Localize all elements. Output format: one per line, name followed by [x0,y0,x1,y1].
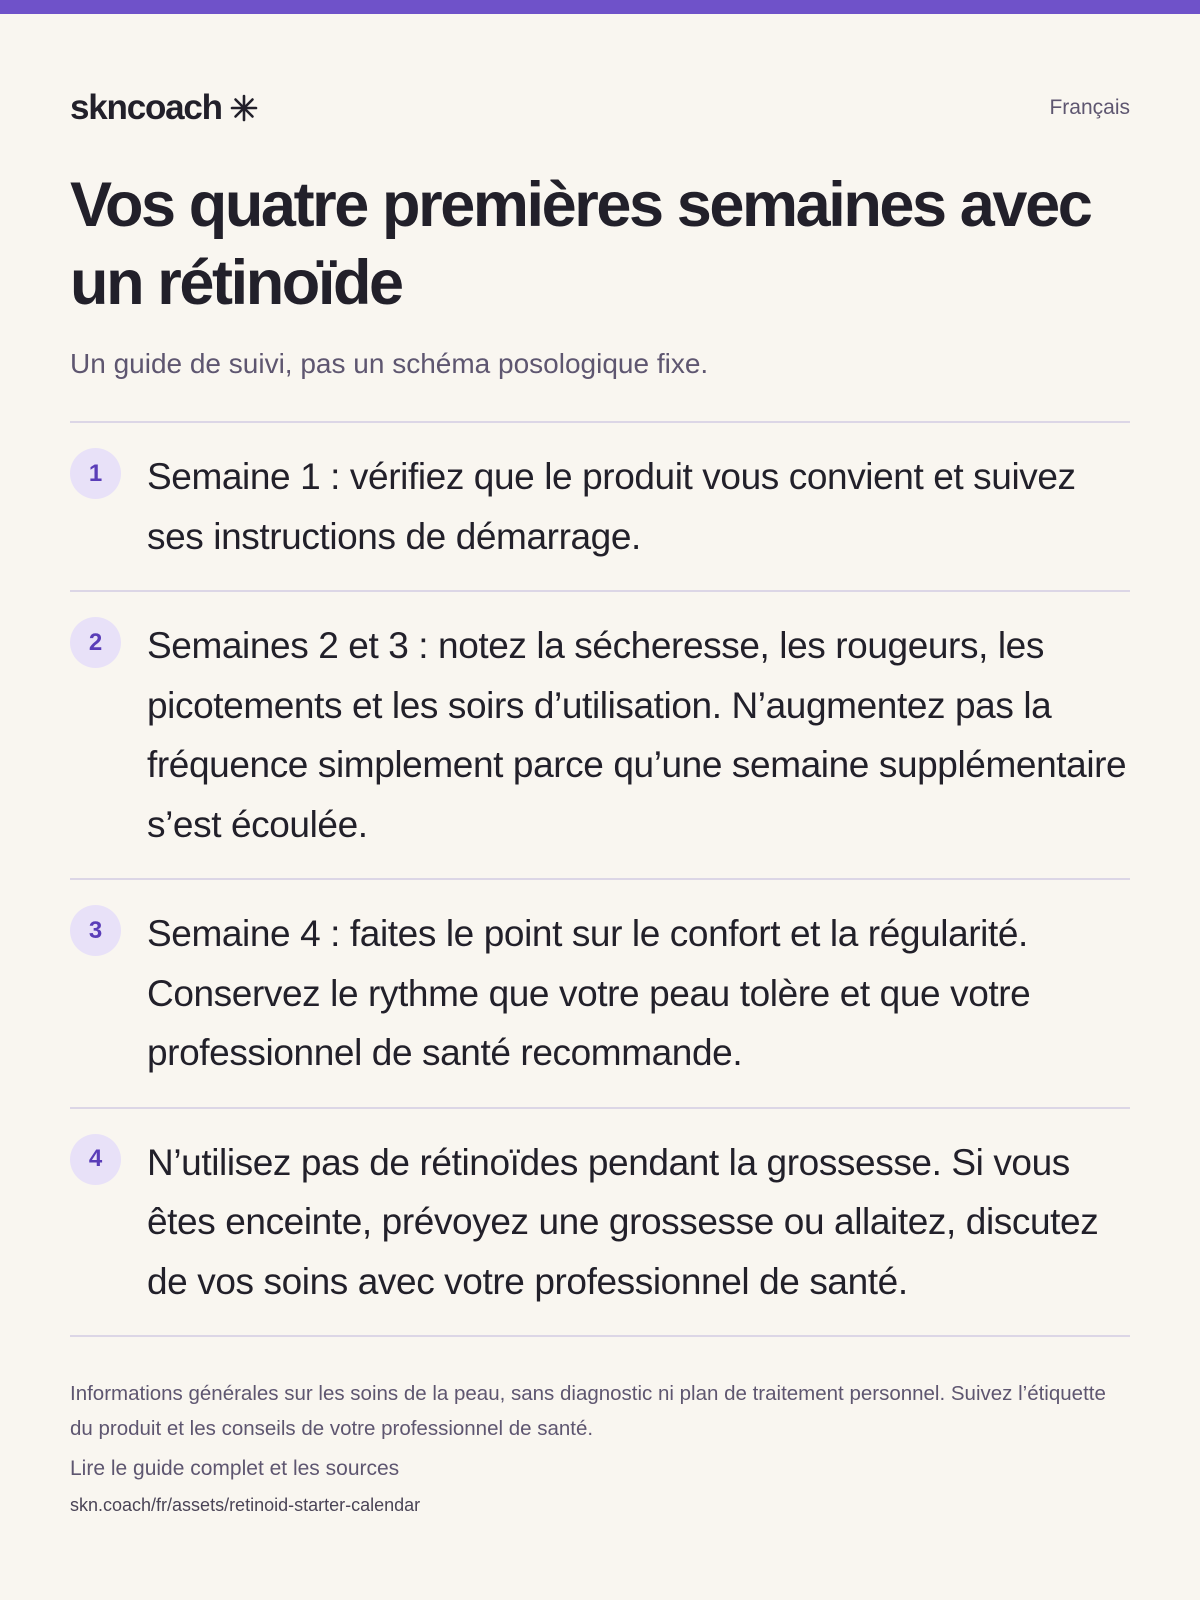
step-item [70,1109,1130,1338]
step-number-badge: 2 [70,617,121,668]
disclaimer-text: Informations générales sur les soins de la peau, sans diagnostic ni plan de traitement personnel. Suivez l’étiquette du produit et les conseils de votre professionnel de santé. [70,1382,1106,1440]
step-number-badge: 4 [70,1134,121,1185]
steps-list [70,421,1130,1337]
language-selector[interactable]: Français [1049,96,1130,119]
accent-top-bar [0,0,1200,14]
step-text: Semaines 2 et 3 : notez la sécheresse, les rougeurs, les picotements et les soirs d’utilisation. N’augmentez pas la fréquence simplement parce qu’une semaine supplémentaire s’est écoulée. [147,625,1127,845]
step-item [70,880,1130,1109]
step-text: N’utilisez pas de rétinoïdes pendant la grossesse. Si vous êtes enceinte, prévoyez une grossesse ou allaitez, discutez de vos soins avec votre professionnel de santé. [147,1141,1099,1302]
step-item [70,423,1130,592]
footer [70,1376,1130,1516]
step-text: Semaine 1 : vérifiez que le produit vous convient et suivez ses instructions de démarrage. [147,456,1076,557]
full-guide-link[interactable]: Lire le guide complet et les sources [70,1457,400,1480]
brand-logo[interactable] [70,88,258,128]
step-text: Semaine 4 : faites le point sur le confort et la régularité. Conservez le rythme que votre peau tolère et que votre professionnel de santé recommande. [147,913,1031,1073]
brand-name: skncoach [70,88,222,127]
page-title: Vos quatre premières semaines avec un rétinoïde [70,170,1091,318]
asterisk-icon [230,94,258,122]
page-subtitle: Un guide de suivi, pas un schéma posologique fixe. [70,348,709,379]
step-item [70,592,1130,880]
step-number-badge: 1 [70,448,121,499]
asset-url[interactable]: skn.coach/fr/assets/retinoid-starter-calendar [70,1495,421,1515]
header [70,86,1130,130]
step-number-badge: 3 [70,905,121,956]
